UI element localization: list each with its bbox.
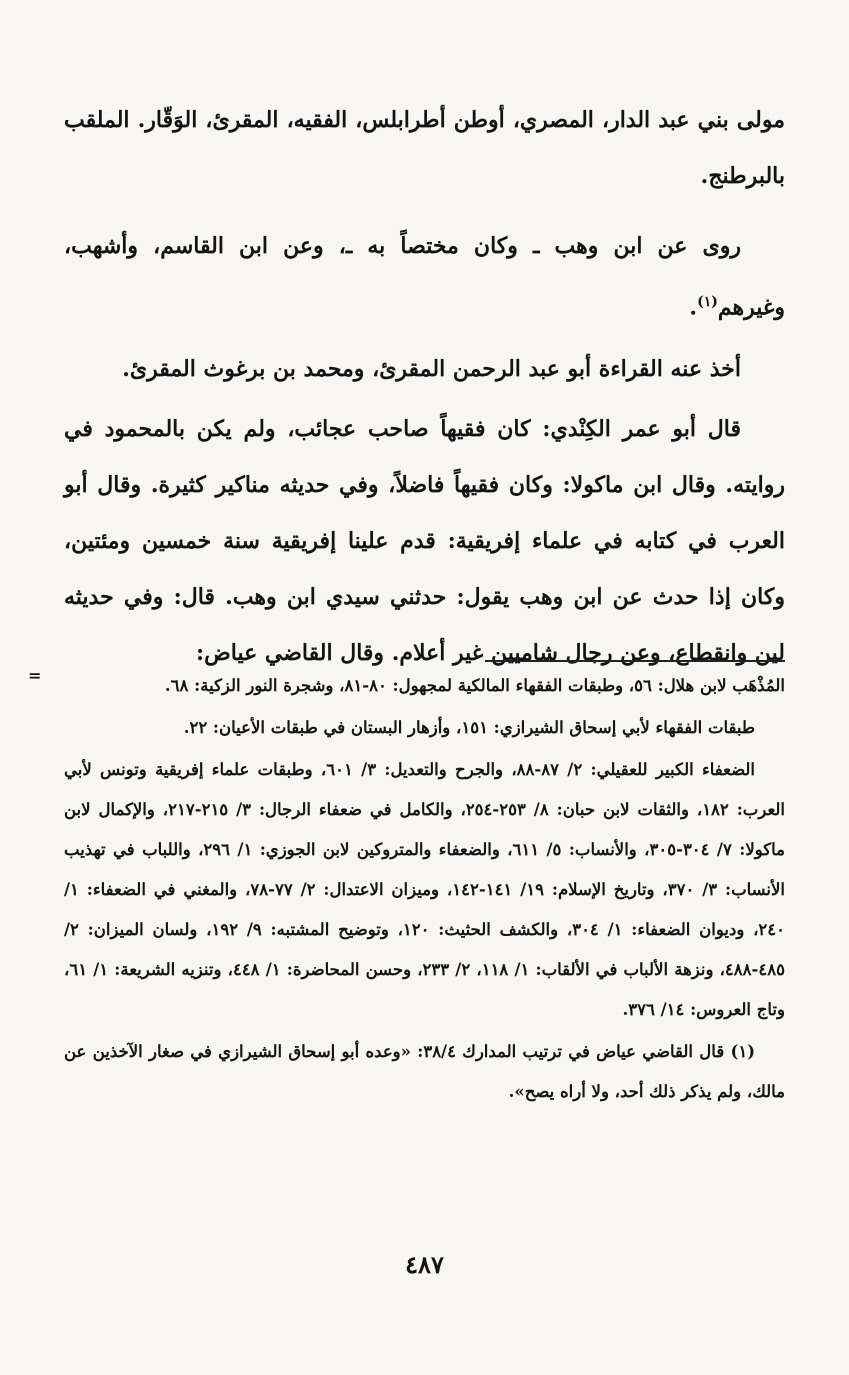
paragraph-narrators-end: .: [689, 294, 698, 321]
paragraph-narrators-text: روى عن ابن وهب ـ وكان مختصاً به ـ، وعن ابن القاسم، وأشهب، وغيرهم: [64, 233, 785, 321]
footnote-source-3: الضعفاء الكبير للعقيلي: ٢/ ٨٧-٨٨، والجرح والتعديل: ٣/ ٦٠١، وطبقات علماء إفريقية وتونس لأبي العرب: ١٨٢، والثقات لابن حبان: ٨/ ٢٥٣-٢٥٤، والكامل في ضعفاء الرجال: ٣/ ٢١٥-٢١٧، والإكمال لابن ماكولا: ٧/ ٣٠٤-٣٠٥، والأنساب: ٥/ ٦١١، والضعفاء والمتروكين لابن الجوزي: ١/ ٢٩٦، واللباب في تهذيب الأنساب: ٣/ ٣٧٠، وتاريخ الإسلام: ١٩/ ١٤١-١٤٢، وميزان الاعتدال: ٢/ ٧٧-٧٨، والمغني في الضعفاء: ١/ ٢٤٠، وديوان الضعفاء: ١/ ٣٠٤، والكشف الحثيث: ١٢٠، وتوضيح المشتبه: ٩/ ١٩٢، ولسان الميزان: ٢/ ٤٨٥-٤٨٨، ونزهة الألباب في الألقاب: ١/ ١١٨، ٢/ ٢٣٣، وحسن المحاضرة: ١/ ٤٤٨، وتنزيه الشريعة: ١/ ٦١، وتاج العروس: ١٤/ ٣٧٦.: [64, 760, 786, 1019]
footnote-divider: [485, 660, 785, 662]
paragraph-narrators: [64, 218, 785, 335]
paragraph-biography: مولى بني عبد الدار، المصري، أوطن أطرابلس، الفقيه، المقرئ، الوَقّار. الملقب بالبرطنج.: [64, 107, 785, 189]
footnote-source-1: المُذْهَب لابن هلال: ٥٦، وطبقات الفقهاء المالكية لمجهول: ٨٠-٨١، وشجرة النور الزكية: ٦٨.: [164, 676, 785, 695]
paragraph-opinions: قال أبو عمر الكِنْدي: كان فقيهاً صاحب عجائب، ولم يكن بالمحمود في روايته. وقال ابن ماكولا: وكان فقيهاً فاضلاً، وفي حديثه مناكير كثيرة. وقال أبو العرب في كتابه في علماء إفريقية: قدم علينا إفريقية سنة خمسين ومئتين، وكان إذا حدث عن ابن وهب يقول: حدثني سيدي ابن وهب. قال: وفي حديثه لين وانقطاع، وعن رجال شاميين غير أعلام. وقال القاضي عياض:: [64, 416, 785, 667]
continuation-marker: =: [28, 666, 42, 685]
footnote-1: (١) قال القاضي عياض في ترتيب المدارك ٣٨/٤: «وعده أبو إسحاق الشيرازي في صغار الآخذين عن مالك، ولم يذكر ذلك أحد، ولا أراه يصح».: [64, 1042, 785, 1101]
footnotes: [28, 666, 786, 1112]
main-text: [64, 92, 785, 681]
paragraph-students: أخذ عنه القراءة أبو عبد الرحمن المقرئ، ومحمد بن برغوث المقرئ.: [122, 356, 741, 383]
footnote-reference: (١): [697, 294, 718, 310]
footnote-source-2: طبقات الفقهاء لأبي إسحاق الشيرازي: ١٥١، وأزهار البستان في طبقات الأعيان: ٢٢.: [183, 718, 755, 737]
page-number: ٤٨٧: [405, 1250, 444, 1279]
